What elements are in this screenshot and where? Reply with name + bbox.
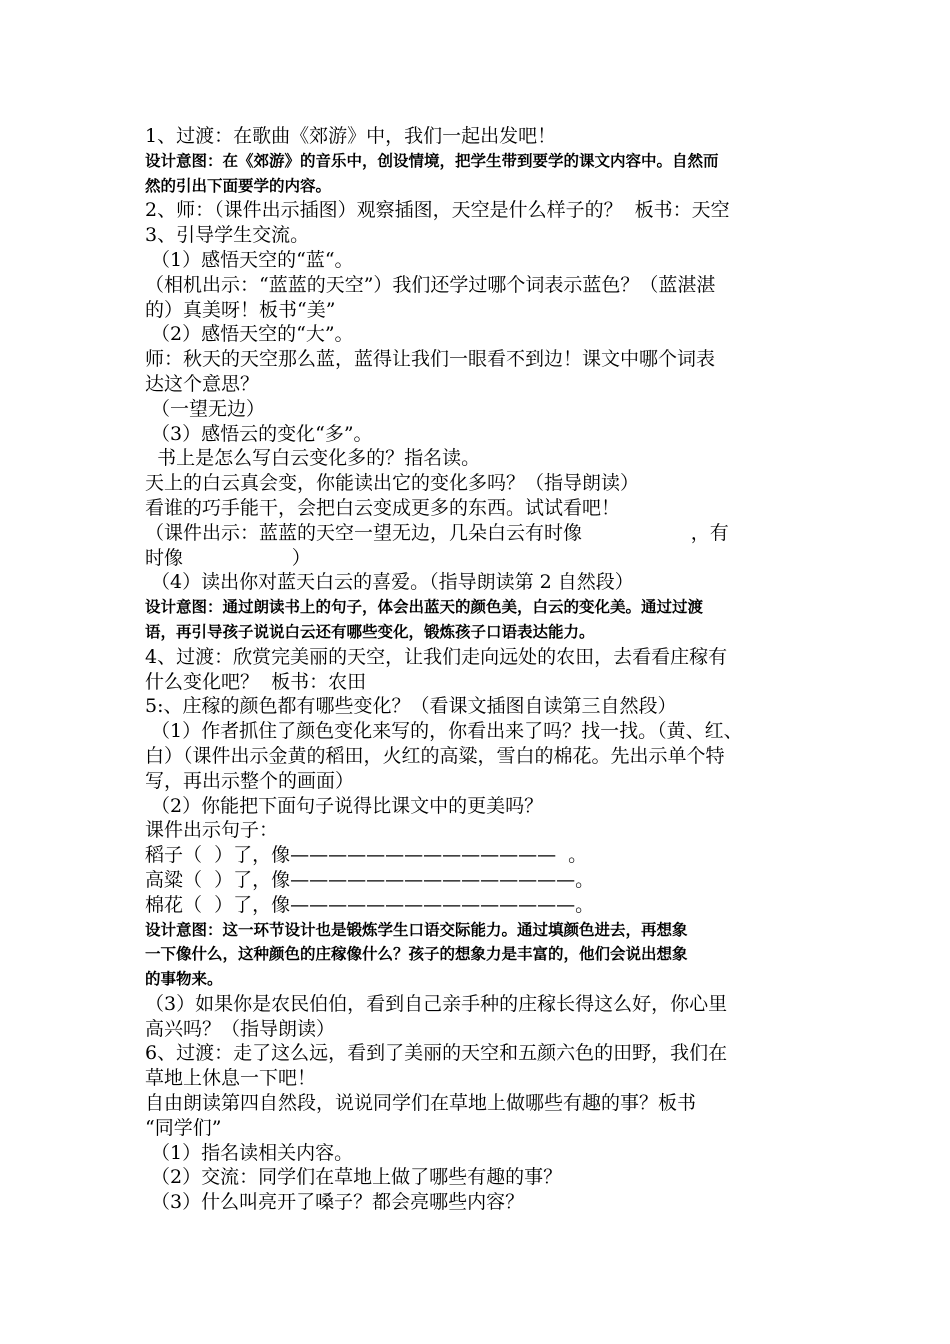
text-line: 2、师：（课件出示插图）观察插图，天空是什么样子的？ 板书：天空 — [145, 199, 730, 222]
text-line: 自由朗读第四自然段，说说同学们在草地上做哪些有趣的事？板书 — [145, 1092, 697, 1115]
design-intent-line: 设计意图：这一环节设计也是锻炼学生口语交际能力。通过填颜色进去，再想象 — [145, 920, 688, 939]
text-line: 1、过渡：在歌曲《郊游》中，我们一起出发吧！ — [145, 125, 557, 147]
text-line: 达这个意思？ — [145, 372, 260, 395]
text-line: 稻子（ ）了，像—————————————— 。 — [145, 844, 588, 867]
text-line: （相机出示：“蓝蓝的天空”）我们还学过哪个词表示蓝色？（蓝湛湛 — [145, 273, 716, 296]
text-line: 草地上休息一下吧！ — [145, 1067, 317, 1090]
text-line: （1）作者抓住了颜色变化来写的，你看出来了吗？找一找。（黄、红、 — [145, 720, 743, 743]
text-line: 高粱（ ）了，像———————————————。 — [145, 868, 595, 891]
text-line: 棉花（ ）了，像———————————————。 — [145, 893, 595, 916]
text-line: “同学们” — [145, 1116, 222, 1139]
text-line: （3）什么叫亮开了嗓子？都会亮哪些内容？ — [145, 1191, 525, 1214]
text-line: 写，再出示整个的画面） — [145, 769, 355, 792]
text-line: 课件出示句子： — [145, 819, 279, 842]
text-line: 天上的白云真会变，你能读出它的变化多吗？（指导朗读） — [145, 472, 640, 495]
text-line: （3）感悟云的变化“多”。 — [145, 422, 373, 445]
text-line: 6、过渡：走了这么远，看到了美丽的天空和五颜六色的田野，我们在 — [145, 1042, 728, 1065]
text-line: 高兴吗？（指导朗读） — [145, 1017, 336, 1040]
text-line: （1）感悟天空的“蓝“。 — [145, 248, 354, 271]
text-line: （一望无边） — [145, 397, 266, 420]
text-line: （2）交流：同学们在草地上做了哪些有趣的事？ — [145, 1166, 563, 1189]
text-line: 5:、庄稼的颜色都有哪些变化？（看课文插图自读第三自然段） — [145, 695, 677, 718]
text-line: 时像 ） — [145, 546, 311, 569]
text-line: 的）真美呀！板书“美” — [145, 298, 336, 321]
text-line: （3）如果你是农民伯伯，看到自己亲手种的庄稼长得这么好，你心里 — [145, 992, 728, 1015]
text-line: （4）读出你对蓝天白云的喜爱。（指导朗读第 2 自然段） — [145, 571, 634, 594]
design-intent-line: 语，再引导孩子说说白云还有哪些变化，锻炼孩子口语表达能力。 — [145, 622, 595, 641]
text-line: 白）（课件出示金黄的稻田，火红的高粱，雪白的棉花。先出示单个特 — [145, 744, 725, 767]
text-line: （2）感悟天空的“大”。 — [145, 323, 354, 346]
text-line: 书上是怎么写白云变化多的？指名读。 — [145, 447, 481, 470]
text-line: 4、过渡：欣赏完美丽的天空，让我们走向远处的农田，去看看庄稼有 — [145, 645, 728, 668]
document-page — [145, 124, 810, 1215]
design-intent-line: 的事物来。 — [145, 970, 223, 989]
text-line: （课件出示：蓝蓝的天空一望无边，几朵白云有时像 ，有 — [145, 521, 729, 544]
design-intent-line: 设计意图：通过朗读书上的句子，体会出蓝天的颜色美，白云的变化美。通过过渡 — [145, 598, 704, 617]
text-line: 3、引导学生交流。 — [145, 224, 310, 247]
text-line: 什么变化吧？ 板书：农田 — [145, 670, 367, 693]
text-line: 看谁的巧手能干，会把白云变成更多的东西。试试看吧！ — [145, 496, 621, 519]
design-intent-line: 一下像什么，这种颜色的庄稼像什么？孩子的想象力是丰富的，他们会说出想象 — [145, 945, 688, 964]
text-line: （1）指名读相关内容。 — [145, 1141, 354, 1164]
text-line: （2）你能把下面句子说得比课文中的更美吗？ — [145, 794, 544, 817]
text-line: 师：秋天的天空那么蓝，蓝得让我们一眼看不到边！课文中哪个词表 — [145, 348, 716, 371]
design-intent-line: 设计意图：在《郊游》的音乐中，创设情境，把学生带到要学的课文内容中。自然而 — [145, 151, 719, 170]
design-intent-line: 然的引出下面要学的内容。 — [145, 176, 332, 195]
